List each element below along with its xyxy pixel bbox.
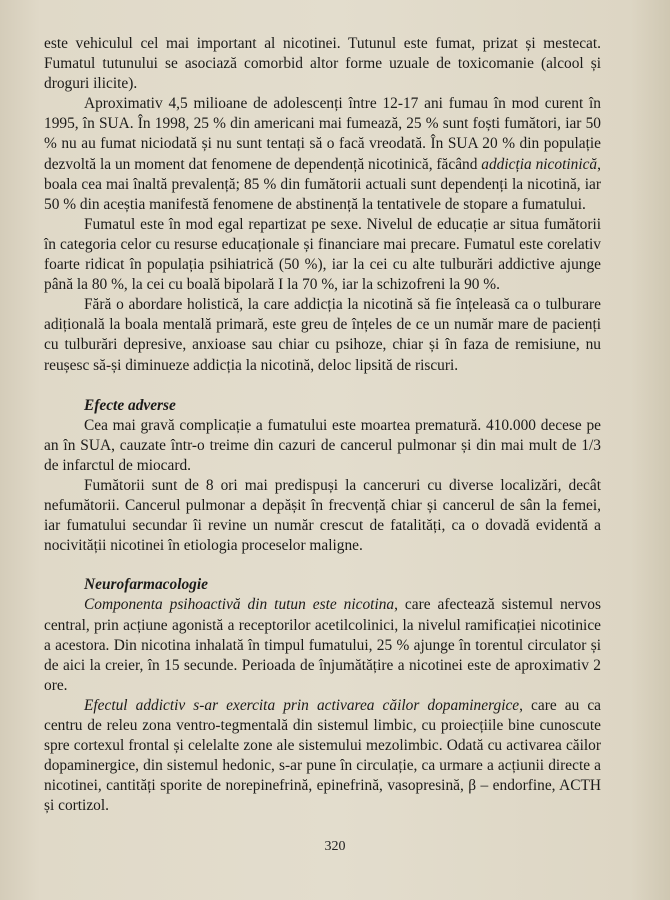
section-heading-neuropharmacology: Neurofarmacologie — [84, 576, 208, 594]
addictive-text-tail: , care au ca centru de releu zona ventro-tegmentală din sistemul limbic, cu proiecțiile bine cunoscute spre cortexul frontal și celelalte zone ale sistemului mezolimbic. Odată cu activarea căilor dopaminergice, din sistemul hedonic, s-ar pune în circulație, ca urmare a acțiunii directe a nicotinei, cantități sporite de norepinefrină, epinefrină, vasopresină, β – endorfine, ACTH și cortizol. — [44, 696, 601, 815]
page-number: 320 — [324, 839, 346, 854]
paragraph-addictive-effect — [44, 696, 601, 817]
paragraph-prevalence — [44, 94, 601, 215]
paragraph-mortality: Cea mai gravă complicație a fumatului este moartea prematură. 410.000 decese pe an în SUA, cauzate într-o treime din cazuri de cancerul pulmonar și din mai mult de 1/3 de infarctul de miocard. — [44, 416, 601, 474]
paragraph-vehicle: este vehiculul cel mai important al nicotinei. Tutunul este fumat, prizat și mestecat. Fumatul tutunului se asociază comorbid altor forme uzuale de toxicomanie (alcool și droguri ilicite). — [44, 35, 601, 93]
psychoactive-italic-lead: Componenta psihoactivă din tutun este nicotina — [84, 596, 395, 614]
prevalence-text-tail: , boala cea mai înaltă prevalență; 85 % din fumătorii actuali sunt dependenți la nicotină, iar 50 % din aceștia manifestă fenomene de abstinență la tentativele de stopare a fumatului. — [44, 155, 601, 213]
paragraph-holistic: Fără o abordare holistică, la care addicția la nicotină să fie înțeleasă ca o tulburare adițională la boala mentală primară, este greu de înțeles de ce un număr mare de pacienți cu tulburări depresive, anxioase sau chiar cu psihoze, chiar și în faza de remisiune, nu reușesc să-și diminueze addicția la nicotină, deloc lipsită de riscuri. — [44, 296, 601, 374]
section-heading-adverse-effects: Efecte adverse — [84, 396, 176, 414]
paragraph-cancer: Fumătorii sunt de 8 ori mai predispuși la canceruri cu diverse localizări, decât nefumătorii. Cancerul pulmonar a depășit în frecvență chiar și cancerul de sân la femei, iar fumatului secundar îi revine un număr crescut de fatalități, ca o dovadă evidentă a nocivității nicotinei în etiologia proceselor maligne. — [44, 476, 601, 555]
prevalence-text-lead: Aproximativ 4,5 milioane de adolescenți între 12-17 ani fumau în mod curent în 1995, în SUA. În 1998, 25 % din americani mai fumează, 25 % sunt foști fumători, iar 50 % nu au fumat niciodată și nu sunt tentați să o facă vreodată. În SUA 20 % din populație dezvoltă la un moment dat fenomene de dependență nicotinică, făcând — [44, 95, 601, 173]
page-body — [44, 34, 601, 816]
prevalence-italic-term: addicția nicotinică — [481, 155, 598, 173]
paragraph-psychoactive — [44, 595, 601, 695]
paragraph-distribution: Fumatul este în mod egal repartizat pe sexe. Nivelul de educație ar situa fumătorii în categoria celor cu resurse educaționale și financiare mai precare. Fumatul este corelativ foarte ridicat în populația psihiatrică (50 %), iar la cei cu alte tulburări addictive ajunge până la 80 %, la cei cu boală bipolară I la 70 %, iar la schizofreni la 90 %. — [44, 215, 601, 294]
addictive-italic-lead: Efectul addictiv s-ar exercita prin activarea căilor dopaminergice — [84, 696, 520, 714]
psychoactive-text-tail: , care afectează sistemul nervos central, prin acțiune agonistă a receptorilor acetilcolinici, la nivelul ramificației nicotinice a acestora. Din nicotina inhalată în timpul fumatului, 25 % ajunge în torentul circulator și de aici la creier, în 15 secunde. Perioada de înjumătățire a nicotinei este de aproximativ 2 ore. — [44, 596, 601, 694]
